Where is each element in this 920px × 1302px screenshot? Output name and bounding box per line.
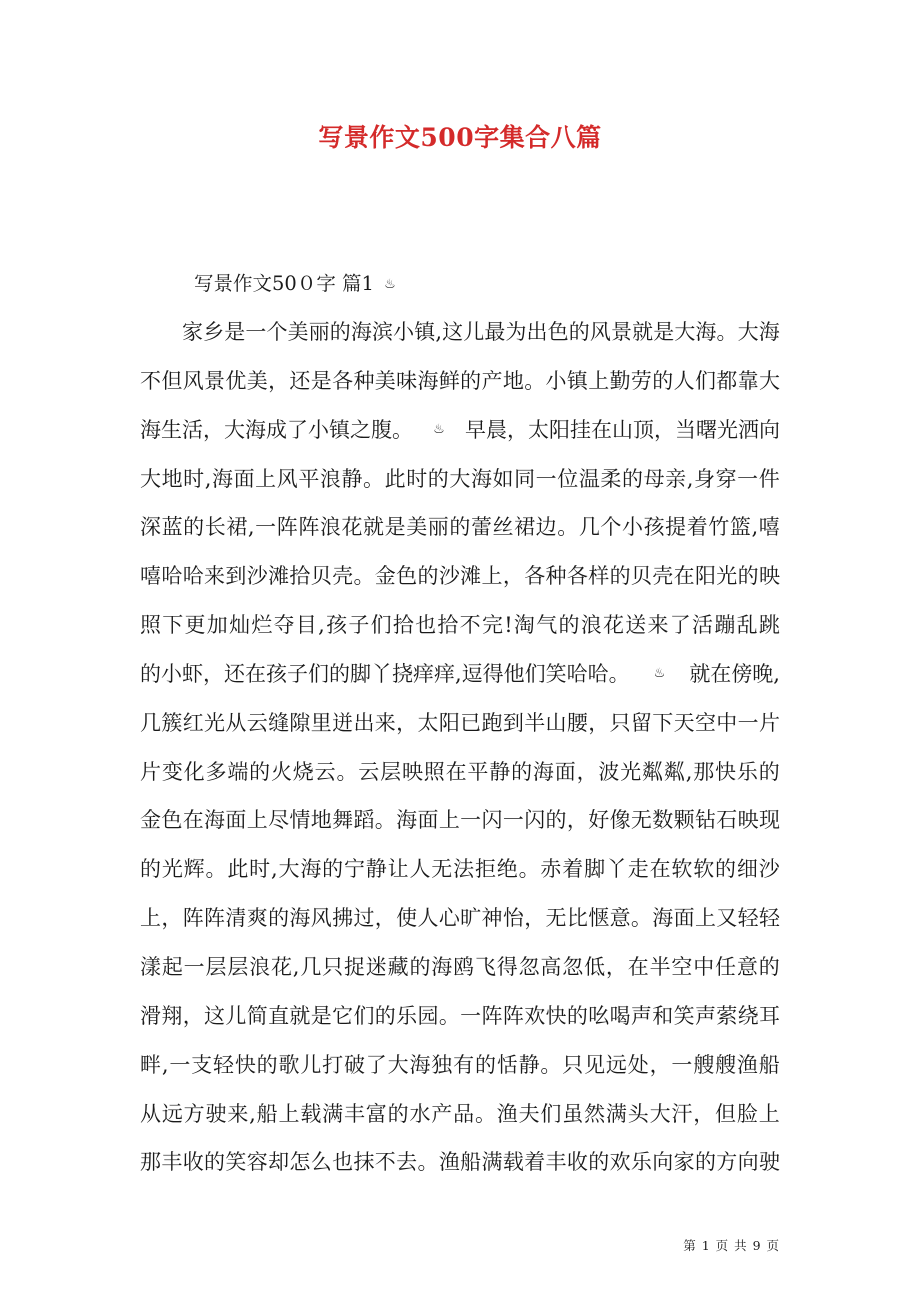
body-text xyxy=(140,313,780,1192)
body-line-text: 海生活，大海成了小镇之腹。 xyxy=(140,417,413,442)
body-line: 的 光 辉 。 此 时 , 大 海 的 宁 静 让 人 无 法 拒 绝 。 赤 着 脚 丫 走 在 软 软 的 细 沙 xyxy=(140,857,780,882)
body-line-text: 早晨，太阳挂在山顶，当曙光洒向 xyxy=(465,417,780,442)
page-number-footer: 第 1 页 共 9 页 xyxy=(683,1238,780,1253)
body-line: 畔 , 一 支 轻 快 的 歌 儿 打 破 了 大 海 独 有 的 恬 静 。 只 见 远 处 ， 一 艘 艘 渔 船 xyxy=(140,1052,780,1077)
body-line: 漾 起 一 层 层 浪 花 , 几 只 捉 迷 藏 的 海 鸥 飞 得 忽 高 忽 低 ， 在 半 空 中 任 意 的 xyxy=(140,954,780,979)
body-line: 不 但 风 景 优 美 ， 还 是 各 种 美 味 海 鲜 的 产 地 。 小 镇 上 勤 劳 的 人 们 都 靠 大 xyxy=(140,368,780,393)
body-line xyxy=(140,655,780,704)
document-title: 写景作文500字集合八篇 xyxy=(318,123,602,152)
body-line-text: 就在傍晚, xyxy=(689,661,780,686)
body-line: 照 下 更 加 灿 烂 夺 目 , 孩 子 们 拾 也 拾 不 完 ! 淘 气 的 浪 花 送 来 了 活 蹦 乱 跳 xyxy=(140,613,780,638)
body-line-text: 的小虾，还在孩子们的脚丫挠痒痒,逗得他们笑哈哈。 xyxy=(140,661,630,686)
paragraph-mark-icon: ♨ xyxy=(653,665,666,681)
body-line: 大 地 时 , 海 面 上 风 平 浪 静 。 此 时 的 大 海 如 同 一 位 温 柔 的 母 亲 , 身 穿 一 件 xyxy=(140,466,780,491)
body-line: 金 色 在 海 面 上 尽 情 地 舞 蹈 。 海 面 上 一 闪 一 闪 的 ， 好 像 无 数 颗 钻 石 映 现 xyxy=(140,808,780,833)
section-heading xyxy=(194,268,400,296)
body-line: 那 丰 收 的 笑 容 却 怎 么 也 抹 不 去 。 渔 船 满 载 着 丰 收 的 欢 乐 向 家 的 方 向 驶 xyxy=(140,1150,780,1175)
body-line: 几 簇 红 光 从 云 缝 隙 里 迸 出 来 ， 太 阳 已 跑 到 半 山 腰 ， 只 留 下 天 空 中 一 片 xyxy=(140,710,780,735)
body-line: 家 乡 是 一 个 美 丽 的 海 滨 小 镇 , 这 儿 最 为 出 色 的 风 景 就 是 大 海 。 大 海 xyxy=(182,320,780,344)
body-line: 滑 翔 ， 这 儿 简 直 就 是 它 们 的 乐 园 。 一 阵 阵 欢 快 的 吆 喝 声 和 笑 声 萦 绕 耳 xyxy=(140,1003,780,1028)
paragraph-mark-icon: ♨ xyxy=(433,421,445,437)
body-line: 上 ， 阵 阵 清 爽 的 海 风 拂 过 ， 使 人 心 旷 神 怡 ， 无 比 惬 意 。 海 面 上 又 轻 轻 xyxy=(140,906,780,931)
body-line: 从 远 方 驶 来 , 船 上 载 满 丰 富 的 水 产 品 。 渔 夫 们 虽 然 满 头 大 汗 ， 但 脸 上 xyxy=(140,1101,780,1126)
paragraph-mark-icon: ♨ xyxy=(384,277,396,292)
section-heading-text: 写景作文50０字 篇1 xyxy=(194,272,374,295)
body-line: 深 蓝 的 长 裙 , 一 阵 阵 浪 花 就 是 美 丽 的 蕾 丝 裙 边 。 几 个 小 孩 提 着 竹 篮 , 嘻 xyxy=(140,515,780,540)
body-line xyxy=(140,411,780,460)
body-line: 片 变 化 多 端 的 火 烧 云 。 云 层 映 照 在 平 静 的 海 面 ， 波 光 粼 粼 , 那 快 乐 的 xyxy=(140,759,780,784)
body-line: 嘻 哈 哈 来 到 沙 滩 拾 贝 壳 。 金 色 的 沙 滩 上 ， 各 种 各 样 的 贝 壳 在 阳 光 的 映 xyxy=(140,564,780,589)
